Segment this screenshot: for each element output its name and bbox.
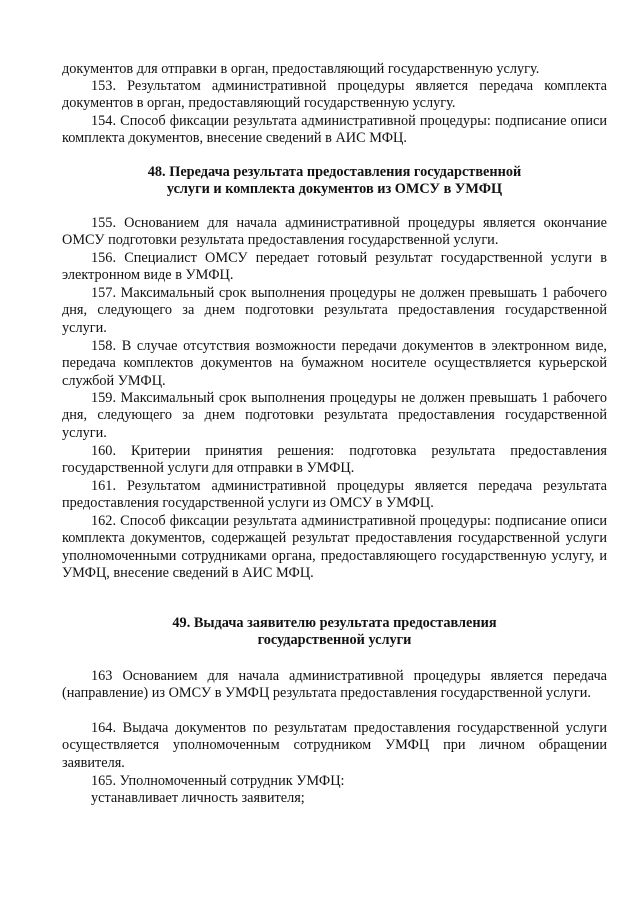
section-heading-49 [62, 615, 607, 650]
paragraph-155: 155. Основанием для начала административной процедуры является окончание ОМСУ подготовки результата предоставления государственной услуги. [62, 215, 607, 249]
section-heading-48-line-1: 48. Передача результата предоставления государственной [147, 164, 522, 180]
paragraph-161: 161. Результатом административной процедуры является передача результата предоставления государственной услуги из ОМСУ в УМФЦ. [62, 478, 607, 512]
section-heading-49-line-1: 49. Выдача заявителю результата предоставления [172, 615, 497, 631]
paragraph-154: 154. Способ фиксации результата административной процедуры: подписание описи комплекта документов, внесение сведений в АИС МФЦ. [62, 113, 607, 147]
paragraph-continuation: документов для отправки в орган, предоставляющий государственную услугу. [62, 61, 540, 77]
paragraph-159: 159. Максимальный срок выполнения процедуры не должен превышать 1 рабочего дня, следующего за днем подготовки результата предоставления государственной услуги. [62, 390, 607, 441]
paragraph-165-item: устанавливает личность заявителя; [91, 790, 305, 806]
paragraph-156: 156. Специалист ОМСУ передает готовый результат государственной услуги в электронном виде в УМФЦ. [62, 250, 607, 284]
section-heading-48 [62, 164, 607, 199]
section-heading-49-line-2: государственной услуги [257, 632, 412, 649]
paragraph-157: 157. Максимальный срок выполнения процедуры не должен превышать 1 рабочего дня, следующего за днем подготовки результата предоставления государственной услуги. [62, 285, 607, 336]
paragraph-163: 163 Основанием для начала административной процедуры является передача (направление) из ОМСУ в УМФЦ результата предоставления государственной услуги. [62, 668, 607, 702]
paragraph-164: 164. Выдача документов по результатам предоставления государственной услуги осуществляется уполномоченным сотрудником УМФЦ при личном обращении заявителя. [62, 720, 607, 771]
paragraph-160: 160. Критерии принятия решения: подготовка результата предоставления государственной услуги для отправки в УМФЦ. [62, 443, 607, 477]
paragraph-162: 162. Способ фиксации результата административной процедуры: подписание описи комплекта документов, содержащей результат предоставления государственной услуги уполномоченными сотрудниками органа, предоставляющего государственную услугу, и УМФЦ, внесение сведений в АИС МФЦ. [62, 513, 607, 582]
section-heading-48-line-2: услуги и комплекта документов из ОМСУ в УМФЦ [166, 181, 503, 198]
paragraph-153: 153. Результатом административной процедуры является передача комплекта документов в орган, предоставляющий государственную услугу. [62, 78, 607, 112]
paragraph-158: 158. В случае отсутствия возможности передачи документов в электронном виде, передача комплектов документов на бумажном носителе осуществляется курьерской службой УМФЦ. [62, 338, 607, 389]
paragraph-165: 165. Уполномоченный сотрудник УМФЦ: [91, 773, 345, 789]
